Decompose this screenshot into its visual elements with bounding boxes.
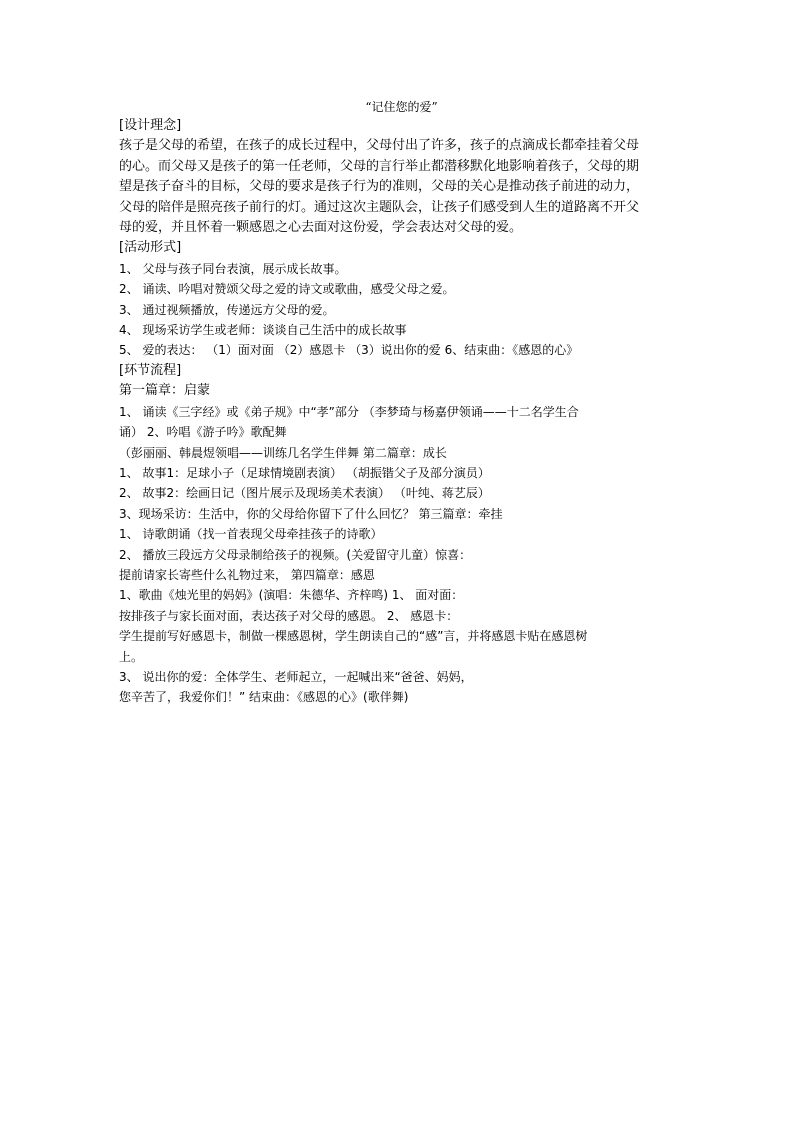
section-heading-process: [环节流程]: [119, 362, 182, 378]
activity-item: 1、 父母与孩子同台表演，展示成长故事。: [119, 261, 347, 276]
process-line: 学生提前写好感恩卡，制做一棵感恩树，学生朗读自己的“感”言，并将感恩卡贴在感恩树: [119, 629, 588, 644]
process-line: 2、 播放三段远方父母录制给孩子的视频。(关爱留守儿童）惊喜：: [119, 547, 472, 562]
chapter-heading: 第一篇章：启蒙: [119, 383, 211, 399]
process-line: 1、歌曲《烛光里的妈妈》(演唱：朱德华、齐梓鸣) 1、 面对面：: [119, 588, 464, 603]
activity-item: 3、 通过视频播放，传递远方父母的爱。: [119, 302, 335, 317]
activity-item: 5、 爱的表达： （1）面对面 （2）感恩卡 （3）说出你的爱 6、结束曲：《感恩的心》: [119, 343, 579, 358]
activity-item: 4、 现场采访学生或老师：谈谈自己生活中的成长故事: [119, 323, 407, 338]
document-body: [119, 98, 684, 708]
process-line: 1、 故事1：足球小子（足球情境剧表演） （胡振锴父子及部分演员）: [119, 465, 490, 480]
process-line: 1、 诗歌朗诵（找一首表现父母牵挂孩子的诗歌）: [119, 527, 383, 542]
process-line: 3、现场采访：生活中，你的父母给你留下了什么回忆？ 第三篇章：牵挂: [119, 506, 503, 521]
design-paragraph-line: 父母的陪伴是照亮孩子前行的灯。通过这次主题队会，让孩子们感受到人生的道路离不开父: [119, 199, 640, 215]
design-paragraph-line: 望是孩子奋斗的目标，父母的要求是孩子行为的准则，父母的关心是推动孩子前进的动力，: [119, 179, 640, 195]
section-heading-activity-form: [活动形式]: [119, 240, 182, 256]
process-line: 3、 说出你的爱：全体学生、老师起立，一起喊出来“爸爸、妈妈，: [119, 669, 473, 684]
process-line: 1、 诵读《三字经》或《弟子规》中“孝”部分 （李梦琦与杨嘉伊领诵——十二名学生合: [119, 404, 579, 419]
process-line: 您辛苦了，我爱你们！” 结束曲：《感恩的心》(歌伴舞): [119, 690, 409, 705]
section-heading-design: [设计理念]: [119, 118, 182, 133]
activity-item: 2、 诵读、吟唱对赞颂父母之爱的诗文或歌曲，感受父母之爱。: [119, 282, 455, 297]
design-paragraph-line: 孩子是父母的希望，在孩子的成长过程中，父母付出了许多，孩子的点滴成长都牵挂着父母: [119, 138, 640, 154]
process-line: 诵） 2、吟唱《游子吟》歌配舞: [119, 425, 287, 440]
process-line: 按排孩子与家长面对面，表达孩子对父母的感恩。 2、 感恩卡：: [119, 608, 459, 623]
process-line: （彭丽丽、韩晨煜领唱——训练几名学生伴舞 第二篇章：成长: [119, 445, 447, 460]
design-paragraph-line: 母的爱，并且怀着一颗感恩之心去面对这份爱，学会表达对父母的爱。: [119, 220, 523, 236]
process-line: 2、 故事2：绘画日记（图片展示及现场美术表演） （叶纯、蒋艺辰）: [119, 486, 490, 501]
design-paragraph-line: 的心。而父母又是孩子的第一任老师，父母的言行举止都潜移默化地影响着孩子，父母的期: [119, 158, 640, 174]
process-line: 提前请家长寄些什么礼物过来， 第四篇章：感恩: [119, 567, 375, 582]
document-title: “记住您的爱”: [365, 100, 438, 114]
process-line: 上。: [119, 649, 144, 664]
